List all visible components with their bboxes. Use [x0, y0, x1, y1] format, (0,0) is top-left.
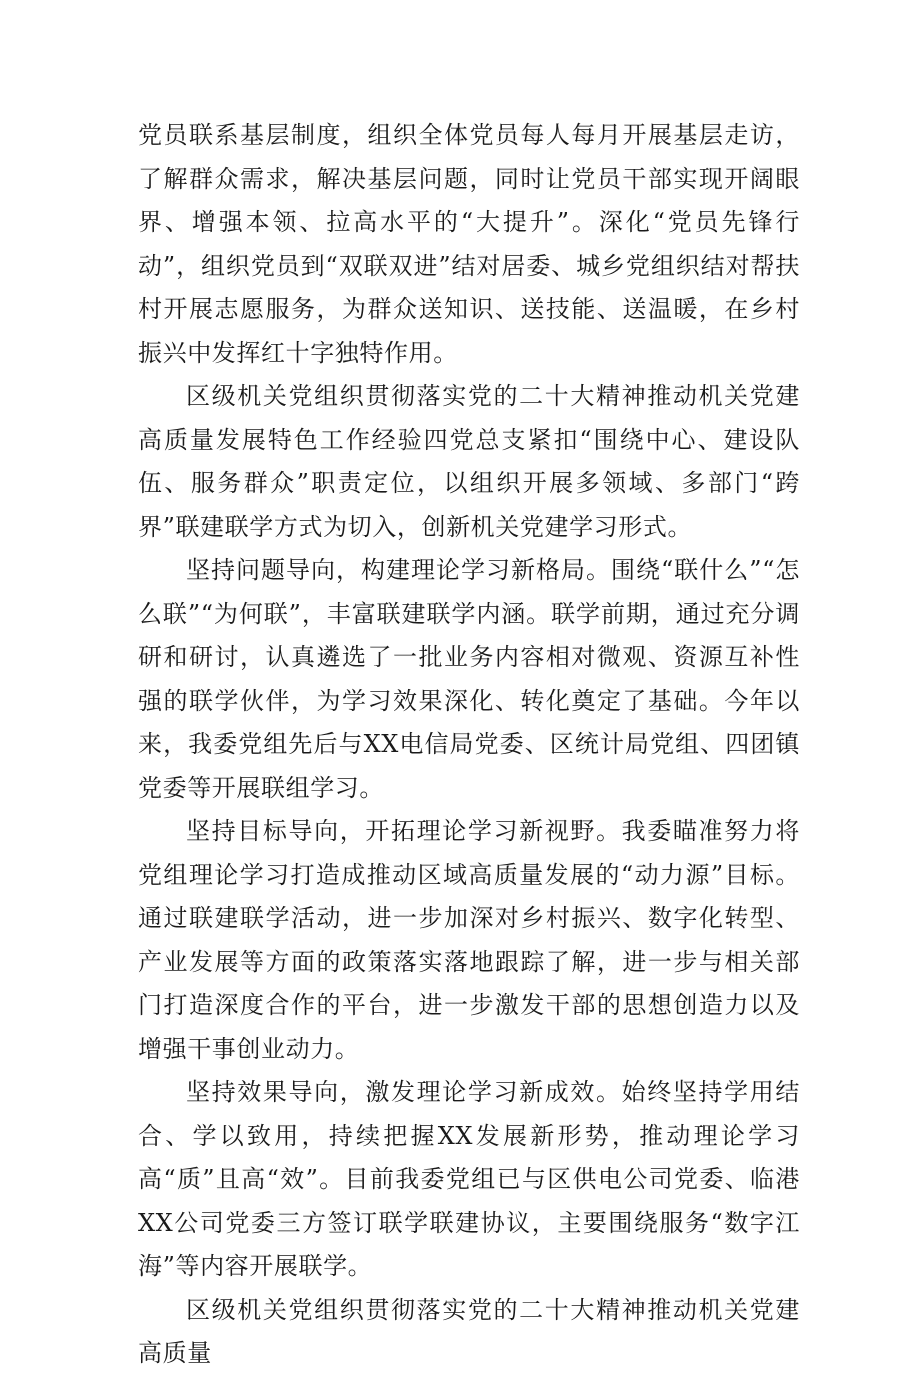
paragraph-4: 坚持目标导向，开拓理论学习新视野。我委瞄准努力将党组理论学习打造成推动区域高质量发展的“动力源”目标。通过联建联学活动，进一步加深对乡村振兴、数字化转型、产业发展等方面的政策落实落地跟踪了解，进一步与相关部门打造深度合作的平台，进一步激发干部的思想创造力以及增强干事创业动力。: [138, 817, 800, 1063]
paragraph-1: 党员联系基层制度，组织全体党员每人每月开展基层走访，了解群众需求，解决基层问题，同时让党员干部实现开阔眼界、增强本领、拉高水平的“大提升”。深化“党员先锋行动”，组织党员到“双联双进”结对居委、城乡党组织结对帮扶村开展志愿服务，为群众送知识、送技能、送温暖，在乡村振兴中发挥红十字独特作用。: [138, 121, 800, 367]
paragraph-5: 坚持效果导向，激发理论学习新成效。始终坚持学用结合、学以致用，持续把握XX发展新形势，推动理论学习高“质”且高“效”。目前我委党组已与区供电公司党委、临港XX公司党委三方签订联学联建协议，主要围绕服务“数字江海”等内容开展联学。: [138, 1078, 800, 1280]
paragraph-3: 坚持问题导向，构建理论学习新格局。围绕“联什么”“怎么联”“为何联”，丰富联建联学内涵。联学前期，通过充分调研和研讨，认真遴选了一批业务内容相对微观、资源互补性强的联学伙伴，为学习效果深化、转化奠定了基础。今年以来，我委党组先后与XX电信局党委、区统计局党组、四团镇党委等开展联组学习。: [138, 556, 800, 802]
paragraph-2: 区级机关党组织贯彻落实党的二十大精神推动机关党建高质量发展特色工作经验四党总支紧扣“围绕中心、建设队伍、服务群众”职责定位，以组织开展多领域、多部门“跨界”联建联学方式为切入，创新机关党建学习形式。: [138, 382, 800, 541]
document-body: [138, 114, 800, 1376]
paragraph-6: 区级机关党组织贯彻落实党的二十大精神推动机关党建高质量: [138, 1295, 800, 1367]
